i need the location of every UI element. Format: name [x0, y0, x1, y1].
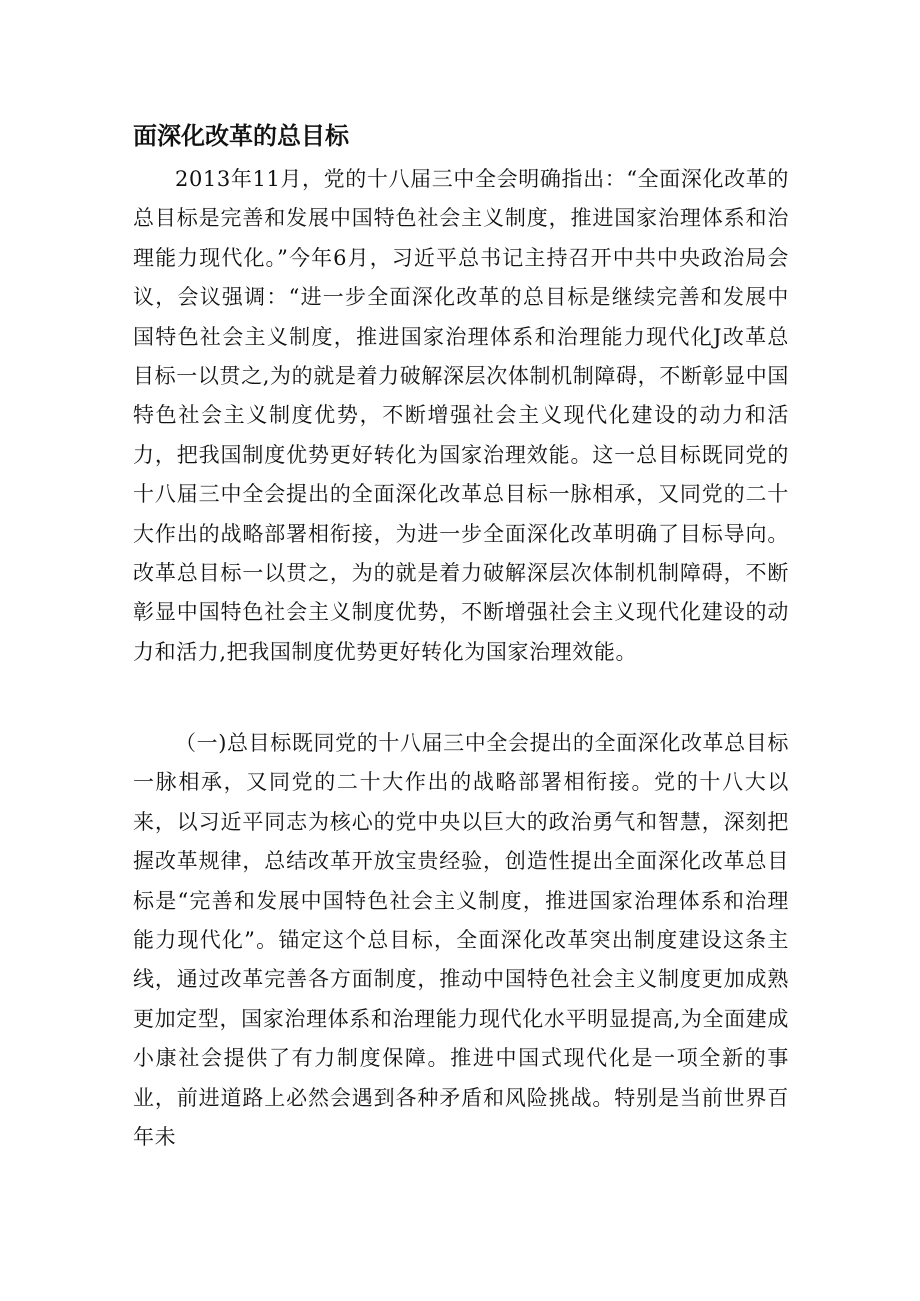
paragraph-2: （一)总目标既同党的十八届三中全会提出的全面深化改革总目标一脉相承，又同党的二十大作出的战略部署相衔接。党的十八大以来，以习近平同志为核心的党中央以巨大的政治勇气和智慧，深刻把握改革规律，总结改革开放宝贵经验，创造性提出全面深化改革总目标是“完善和发展中国特色社会主义制度，推进国家治理体系和治理能力现代化”。锚定这个总目标，全面深化改革突出制度建设这条主线，通过改革完善各方面制度，推动中国特色社会主义制度更加成熟更加定型，国家治理体系和治理能力现代化水平明显提高,为全面建成小康社会提供了有力制度保障。推进中国式现代化是一项全新的事业，前进道路上必然会遇到各种矛盾和风险挑战。特别是当前世界百年未: [133, 731, 789, 1150]
section-heading: 面深化改革的总目标: [133, 122, 349, 150]
paragraph-1: 2013年11月，党的十八届三中全会明确指出：“全面深化改革的总目标是完善和发展中国特色社会主义制度，推进国家治理体系和治理能力现代化。”今年6月，习近平总书记主持召开中共中央政治局会议，会议强调：“进一步全面深化改革的总目标是继续完善和发展中国特色社会主义制度，推进国家治理体系和治理能力现代化J改革总目标一以贯之,为的就是着力破解深层次体制机制障碍，不断彰显中国特色社会主义制度优势，不断增强社会主义现代化建设的动力和活力，把我国制度优势更好转化为国家治理效能。这一总目标既同党的十八届三中全会提出的全面深化改革总目标一脉相承，又同党的二十大作出的战略部署相衔接，为进一步全面深化改革明确了目标导向。改革总目标一以贯之，为的就是着力破解深层次体制机制障碍，不断彰显中国特色社会主义制度优势，不断增强社会主义现代化建设的动力和活力,把我国制度优势更好转化为国家治理效能。: [133, 167, 789, 664]
